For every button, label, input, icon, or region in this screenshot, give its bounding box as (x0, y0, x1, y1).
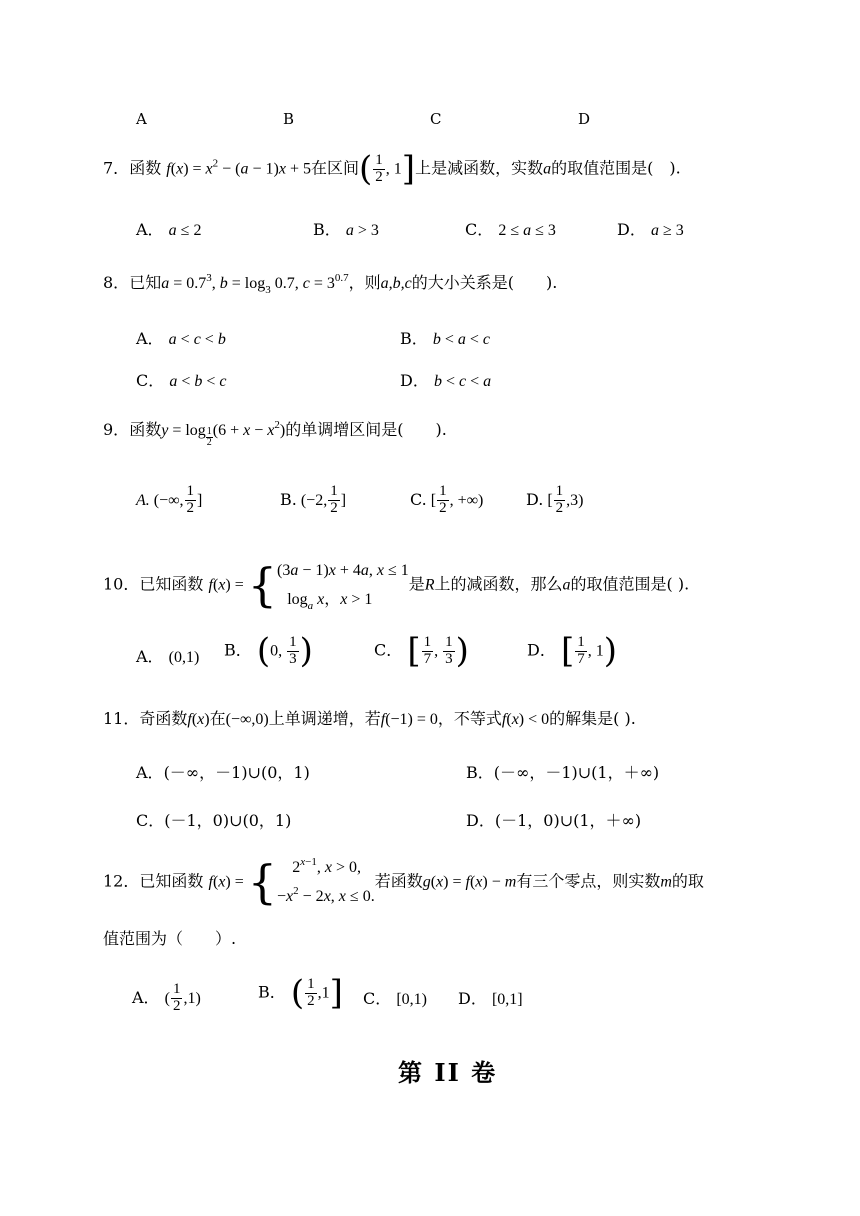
q12-text-after: 若函数 (374, 871, 423, 891)
q12-option-d: D． [0,1] (458, 989, 523, 1008)
section-title: 第 II 卷 (398, 1058, 498, 1087)
q8-text-before: 已知 (129, 273, 162, 292)
q7-formula: f (166, 160, 171, 178)
q7-text-mid: 在区间 (311, 158, 360, 178)
q11-number: 11． (103, 709, 140, 728)
q8-option-a: A． a < c < b (136, 329, 226, 348)
q10-text-before: 已知函数 (139, 574, 204, 594)
q8-option-d: D． b < c < a (400, 371, 492, 390)
q12-option-c: C． [0,1) (363, 989, 427, 1008)
q11-option-c: C．(－1，0)∪(0，1) (136, 811, 292, 830)
q10-text-end: 的取值范围是( ). (570, 574, 690, 594)
q12-text-mid: 有三个零点，则实数 (516, 871, 661, 891)
q7-number: 7． (103, 158, 130, 178)
q7-text-after: 上是减函数，实数 (415, 158, 544, 178)
q7-fraction: $\frac{1}{2}$ (375, 151, 383, 185)
header-label-a: A (136, 110, 147, 128)
q7-text-end: 的取值范围是( ). (551, 158, 681, 178)
header-label-c: C (430, 110, 442, 128)
q8-text-after: ，则 (348, 273, 381, 292)
q10-text-mid: 上的减函数，那么 (434, 574, 563, 594)
q9-formula: y (161, 422, 169, 439)
q10-number: 10． (103, 574, 140, 594)
q9-log-base: $\frac{1}{2}$ (206, 426, 212, 448)
question-10: 10．已知函数 f(x) = { (3a − 1)x + 4a, x ≤ 1 $\log_a x$，x > 1 是R上的减函数，那么a的取值范围是( ). (103, 558, 690, 612)
q8-option-c: C． a < b < c (136, 371, 227, 390)
q11-text-end: 的解集是( ). (549, 709, 636, 728)
q10-piecewise: (3a − 1)x + 4a, x ≤ 1 $\log_a x$，x > 1 (277, 562, 409, 612)
q7-option-b: B． a > 3 (313, 220, 379, 239)
header-label-b: B (283, 110, 295, 128)
q8-number: 8． (103, 273, 130, 292)
q12-number: 12． (103, 871, 140, 891)
q12-text-end: 的取 (671, 871, 704, 891)
q7-option-a: A． a ≤ 2 (136, 220, 202, 239)
question-7: 7．函数 $f(x) = x^2 - (a - 1)x + 5$在区间( $\frac{1}{2}$ , 1]上是减函数，实数a的取值范围是( ). (103, 149, 681, 189)
q7-option-d: D． a ≥ 3 (617, 220, 684, 239)
q11-option-a: A．(－∞，－1)∪(0，1) (136, 763, 310, 782)
q7-option-c: C． 2 ≤ a ≤ 3 (465, 220, 556, 239)
question-9: 9．函数y = log $\frac{1}{2}$ $(6 + x - x^2)$的单调增区间是( ). (103, 419, 447, 448)
q11-option-d: D．(－1，0)∪(1，＋∞) (466, 811, 642, 830)
q9-option-b: B. (−2, $\frac{1}{2}$ ] (280, 483, 347, 516)
q9-number: 9． (103, 420, 130, 439)
q12-option-a: A． ( $\frac{1}{2}$ ,1) (132, 981, 201, 1014)
q12-text-before: 已知函数 (139, 871, 204, 891)
q11-option-b: B．(－∞，－1)∪(1，＋∞) (466, 763, 660, 782)
q9-text-end: 的单调增区间是( ). (285, 420, 447, 439)
q9-option-c: C. [ $\frac{1}{2}$ , +∞) (410, 483, 484, 516)
q10-text-after: 是 (408, 574, 425, 594)
q8-text-end: 的大小关系是( ). (411, 273, 558, 292)
q10-option-a: A． (0,1) (136, 647, 200, 666)
q12-formula: f (208, 873, 213, 891)
q12-line2: 值范围为（ ）. (103, 929, 237, 948)
q12-option-b: B． ( $\frac{1}{2}$ ,1] (258, 973, 343, 1013)
q8-option-b: B． b < a < c (400, 329, 491, 348)
q11-text-before: 奇函数 (139, 709, 188, 728)
question-11: 11．奇函数f(x)在(−∞,0)上单调递增，若f(−1) = 0，不等式f(x) < 0的解集是( ). (103, 709, 636, 728)
q9-option-a: A. (−∞, $\frac{1}{2}$ ] (136, 483, 203, 516)
header-label-d: D (578, 110, 591, 128)
q8-formula: a (161, 275, 170, 292)
q7-text-before: 函数 (129, 158, 162, 178)
question-8: 8．已知$a = 0.7^3$, $b = \log_3 0.7$, $c = 3^{0.7}$，则a,b,c的大小关系是( ). (103, 272, 558, 296)
q12-piecewise: $2^{x-1}$, x > 0, $-x^2 - 2x$, x ≤ 0. (277, 856, 375, 905)
q10-option-b: B． (0, $\frac{1}{3}$ ) (224, 631, 313, 671)
q10-option-c: C． [ $\frac{1}{7}$ , $\frac{1}{3}$ ) (374, 631, 469, 671)
q10-formula: f (208, 576, 213, 594)
question-12: 12．已知函数 f(x) = { $2^{x-1}$, x > 0, $-x^2 - 2x$, x ≤ 0. 若函数g(x) = f(x) − m有三个零点，则实数m的取 (103, 855, 704, 909)
q9-option-d: D. [ $\frac{1}{2}$ ,3) (526, 483, 584, 516)
q9-text-before: 函数 (129, 420, 162, 439)
q10-option-d: D． [ $\frac{1}{7}$ , 1) (527, 631, 617, 671)
